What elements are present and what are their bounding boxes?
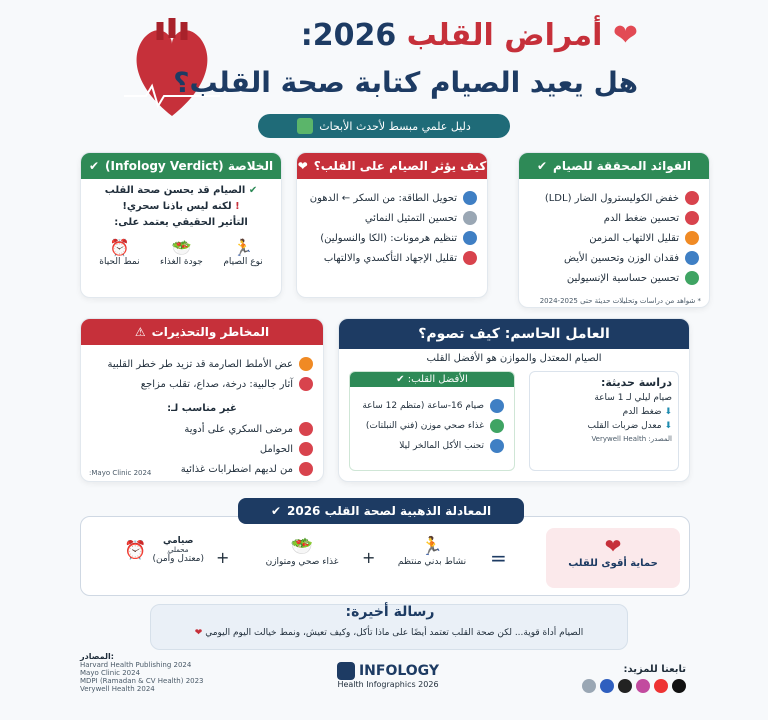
arrow-down-icon: ⬇ (664, 407, 672, 417)
check-icon: ✔ (536, 159, 548, 173)
decisive-subtitle: الصيام المعتدل والموازن هو الأفضل القلب (426, 353, 602, 364)
list-item: الحوامل (91, 442, 313, 456)
verdict-line1: ✔ الصيام قد يحسن صحة القلب (104, 185, 258, 196)
list-item: عض الأملط الصارمة قد تزيد طر خطر القلبية (91, 357, 313, 371)
blood-drop-icon (685, 211, 699, 225)
study-source: المصدر: Verywell Health (591, 435, 672, 443)
list-item: تحسين التمثيل النمائي (307, 211, 477, 225)
exclamation-icon: ! (235, 201, 240, 212)
brand-tagline: Health Infographics 2026 (337, 680, 439, 689)
list-item: آثار جالبية: درخة، صداع، تقلب مزاجع (91, 377, 313, 391)
list-item: من لديهم اضطرابات غذائية (91, 462, 313, 476)
youtube-icon[interactable] (654, 679, 668, 693)
salad-icon: 🥗 (290, 536, 314, 557)
study-item: صيام ليلي لـ 1 ساعة (594, 393, 672, 403)
clock-icon: ⏰ (109, 238, 130, 257)
clock-icon: ⏰ (124, 539, 147, 561)
x-icon[interactable] (618, 679, 632, 693)
heart-icon (685, 191, 699, 205)
equation-term-fasting: صيامي محملي (معتدل وآمن) ⏰ (124, 536, 204, 564)
salad-icon (490, 419, 504, 433)
verdict-factors (89, 238, 273, 267)
moon-icon (490, 439, 504, 453)
list-item: تحسين حساسية الإنسيولين (529, 271, 699, 285)
check-icon: ✔ (248, 185, 258, 196)
list-item: تنظيم هرمونات: (الكا والنسولين) (307, 231, 477, 245)
verdict-line2: ! لكنه ليس باذنا سحري! (122, 201, 240, 212)
brand-name: INFOLOGY (358, 663, 440, 679)
logo-icon (337, 662, 355, 680)
mechanism-list (297, 179, 487, 277)
runner-icon: 🏃 (233, 238, 253, 257)
study-title: دراسة حديثة: (600, 376, 672, 389)
benefits-note: * شواهد من دراسات وتحليلات حديثة حتى 2025-2024 (539, 297, 701, 305)
list-item: غذاء صحي موزن (فني النبلتات) (360, 419, 504, 433)
side-effect-icon (299, 377, 313, 391)
heart-icon: ❤ (194, 628, 203, 638)
risks-card (80, 318, 324, 482)
list-item: تقليل الالتهاب المزمن (529, 231, 699, 245)
guide-banner: دليل علمي مبسط لأحدث الأبحاث (258, 114, 510, 138)
check-icon: ✔ (396, 374, 405, 385)
final-title: رسالة أخيرة: (345, 604, 435, 620)
facebook-icon[interactable] (600, 679, 614, 693)
verdict-card (80, 152, 282, 298)
heart-icon: ❤ (297, 159, 308, 173)
benefits-header: الفوائد المحققة للصيام ✔ (519, 153, 709, 179)
benefits-card (518, 152, 710, 308)
list-item: فقدان الوزن وتحسين الأيض (529, 251, 699, 265)
decisive-header: العامل الحاسم: كيف تصوم؟ (339, 319, 689, 349)
clock-icon (490, 399, 504, 413)
equals-sign: = (490, 546, 507, 570)
refresh-icon (463, 191, 477, 205)
factor-item: 🏃 نوع الصيام (223, 238, 263, 267)
final-text: الصيام أداة قوية... لكن صحة القلب تعتمد أيضًا على ماذا تأكل، وكيف تعيش، ونمط خيالت اليوم اليومي ❤ (194, 628, 584, 638)
factor-item: ⏰ نمط الحياة (99, 238, 140, 267)
flask-icon (463, 211, 477, 225)
study-box (529, 371, 679, 471)
mechanism-card (296, 152, 488, 298)
equation-term-activity: 🏃 نشاط بدني منتظم (392, 536, 472, 567)
sources-title: المصادر: (80, 652, 114, 661)
verdict-line3: التأثير الحقيقي يعتمد على: (114, 217, 248, 228)
list-item: صيام 16-ساعة (متظم 12 ساعة (360, 399, 504, 413)
risks-list (81, 345, 323, 403)
follow-label: تابعنا للمزيد: (623, 664, 686, 675)
result-label: حماية أقوى للقلب (568, 558, 658, 569)
scale-icon (685, 251, 699, 265)
study-item: ⬇ ضغط الدم (622, 407, 672, 417)
instagram-icon[interactable] (636, 679, 650, 693)
person-icon (299, 422, 313, 436)
shield-check-icon: ✔ (270, 504, 281, 518)
best-header: الأفضل القلب: ✔ (350, 372, 514, 387)
list-item: تحويل الطاقة: من السكر ← الدهون (307, 191, 477, 205)
list-item: خفض الكوليسترول الضار (LDL) (529, 191, 699, 205)
equation-term-food: 🥗 غذاء صحي ومتوازن (252, 536, 352, 567)
tiktok-icon[interactable] (672, 679, 686, 693)
list-item: تحنب الأكل المالخر ليلا (360, 439, 504, 453)
person-icon (299, 462, 313, 476)
list-item: تقليل الإجهاد التأكسدي والالتهاب (307, 251, 477, 265)
list-item: مرضى السكري على أدوية (91, 422, 313, 436)
person-icon (299, 442, 313, 456)
benefits-list (519, 179, 709, 297)
verdict-header: الخلاصة (Infology Verdict) ✔ (81, 153, 281, 179)
source-item: Harvard Health Publishing 2024 (80, 661, 192, 669)
hormone-icon (463, 231, 477, 245)
sources (80, 652, 260, 693)
more-icon[interactable] (582, 679, 596, 693)
decisive-card (338, 318, 690, 482)
source-item: MDPI (Ramadan & CV Health) 2023 (80, 677, 204, 685)
plus-sign: + (362, 548, 376, 567)
risks-source: Mayo Clinic 2024: (89, 469, 152, 477)
best-box (349, 371, 515, 471)
heart-icon (463, 251, 477, 265)
heart-emoji-icon: ❤ (612, 18, 638, 53)
not-suitable-label: غير مناسب لـ: (167, 403, 237, 414)
social-icons (576, 679, 686, 693)
study-item: ⬇ معدل ضربات القلب (587, 421, 672, 431)
best-list (350, 387, 514, 465)
factor-item: 🥗 جودة الغذاء (160, 238, 203, 267)
mechanism-header: كيف يؤثر الصيام على القلب؟ ❤ (297, 153, 487, 179)
risks-header: المخاطر والتحذيرات ⚠ (81, 319, 323, 345)
arrow-down-icon: ⬇ (664, 421, 672, 431)
source-item: Verywell Health 2024 (80, 685, 155, 693)
salad-icon: 🥗 (171, 238, 192, 257)
search-icon (297, 118, 313, 134)
follow (576, 664, 686, 693)
shield-check-icon: ✔ (88, 159, 99, 173)
equation-result (546, 528, 680, 588)
page-title: ❤ أمراض القلب 2026: (300, 18, 638, 53)
insulin-icon (685, 271, 699, 285)
flame-icon (685, 231, 699, 245)
brand (328, 662, 448, 689)
warning-icon: ⚠ (134, 325, 146, 339)
source-item: Mayo Clinic 2024 (80, 669, 141, 677)
heart-shield-icon: ❤ (604, 534, 622, 558)
plus-sign: + (216, 548, 230, 567)
warning-icon (299, 357, 313, 371)
list-item: تحسين ضغط الدم (529, 211, 699, 225)
runner-icon: 🏃 (420, 536, 444, 557)
page-subtitle: هل يعيد الصيام كتابة صحة القلب؟ (173, 66, 638, 99)
equation-title: المعادلة الذهبية لصحة القلب 2026 ✔ (238, 498, 524, 524)
